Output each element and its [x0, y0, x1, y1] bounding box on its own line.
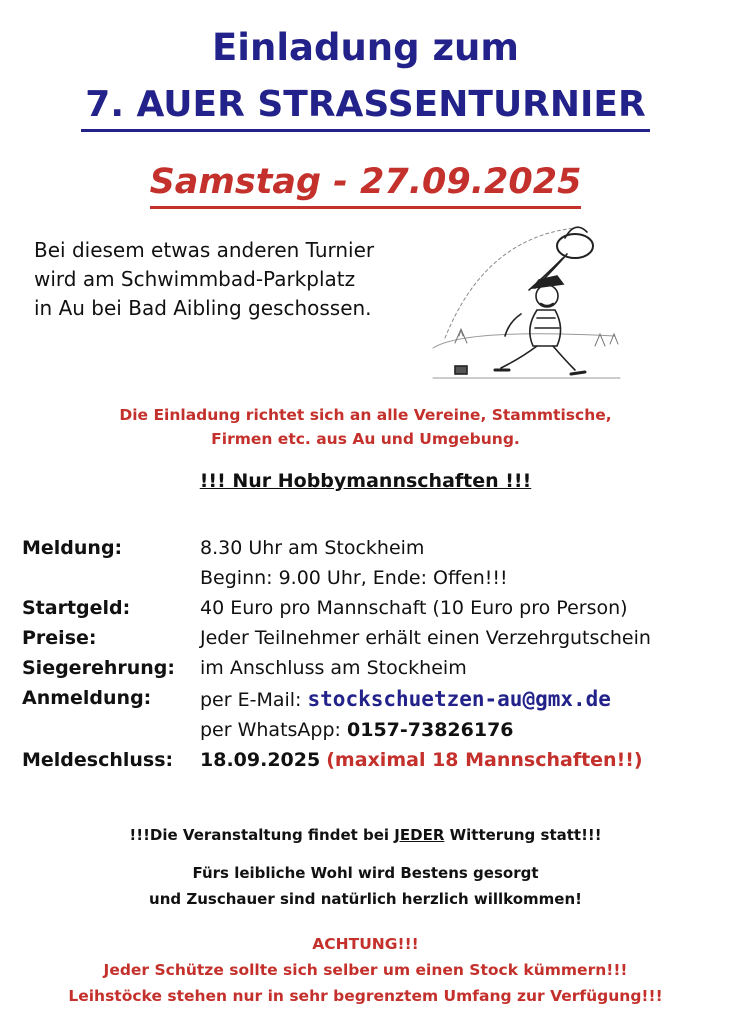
weather-post: Witterung statt!!! — [444, 826, 602, 844]
detail-row-meldung — [22, 537, 722, 567]
notice-line: Die Einladung richtet sich an alle Vereine, Stammtische, — [119, 406, 612, 424]
whatsapp-prefix: per WhatsApp: — [200, 719, 341, 741]
beginn-value: Beginn: 9.00 Uhr, Ende: Offen!!! — [200, 567, 508, 589]
meldeschluss-date: 18.09.2025 — [200, 749, 321, 771]
attention-line: Leihstöcke stehen nur in sehr begrenztem Umfang zur Verfügung!!! — [68, 987, 663, 1005]
whatsapp-number[interactable]: 0157-73826176 — [347, 719, 514, 741]
email-link[interactable]: stockschuetzen-au@gmx.de — [307, 687, 611, 711]
invitation-notice — [0, 403, 731, 451]
meldeschluss-note: (maximal 18 Mannschaften!!) — [326, 749, 643, 771]
anmeldung-value — [200, 687, 611, 711]
startgeld-label: Startgeld: — [22, 597, 131, 619]
attention-notice — [0, 931, 731, 1009]
weather-emphasis: JEDER — [394, 826, 445, 844]
invitation-heading: Einladung zum — [212, 26, 519, 69]
detail-row-anmeldung — [22, 687, 722, 719]
intro-text — [34, 236, 374, 323]
attention-heading: ACHTUNG!!! — [312, 935, 419, 953]
eisstock-player-illustration — [425, 218, 625, 388]
detail-row-siegerehrung — [22, 657, 722, 687]
hobby-teams-text: !!! Nur Hobbymannschaften !!! — [199, 470, 532, 492]
preise-label: Preise: — [22, 627, 97, 649]
detail-row-beginn — [22, 567, 722, 597]
meldeschluss-label: Meldeschluss: — [22, 749, 174, 771]
visitors-line: und Zuschauer sind natürlich herzlich willkommen! — [149, 890, 582, 908]
attention-line: Jeder Schütze sollte sich selber um einen Stock kümmern!!! — [103, 961, 628, 979]
intro-line: wird am Schwimmbad-Parkplatz — [34, 267, 356, 291]
detail-row-preise — [22, 627, 722, 657]
tournament-title — [0, 84, 731, 132]
catering-line: Fürs leibliche Wohl wird Bestens gesorgt — [192, 864, 539, 882]
weather-notice — [0, 826, 731, 844]
hobby-teams-note — [0, 470, 731, 492]
anmeldung-label: Anmeldung: — [22, 687, 152, 709]
event-details — [22, 537, 722, 779]
siegerehrung-label: Siegerehrung: — [22, 657, 175, 679]
detail-row-startgeld — [22, 597, 722, 627]
whatsapp-value — [200, 719, 514, 741]
startgeld-value: 40 Euro pro Mannschaft (10 Euro pro Person) — [200, 597, 628, 619]
meldung-label: Meldung: — [22, 537, 123, 559]
catering-notice — [0, 860, 731, 912]
detail-row-meldeschluss — [22, 749, 722, 779]
weather-pre: !!!Die Veranstaltung findet bei — [129, 826, 395, 844]
email-prefix: per E-Mail: — [200, 689, 302, 711]
siegerehrung-value: im Anschluss am Stockheim — [200, 657, 467, 679]
tournament-title-text: 7. AUER STRASSENTURNIER — [81, 84, 649, 132]
meldung-value: 8.30 Uhr am Stockheim — [200, 537, 425, 559]
intro-line: in Au bei Bad Aibling geschossen. — [34, 296, 372, 320]
preise-value: Jeder Teilnehmer erhält einen Verzehrgutschein — [200, 627, 651, 649]
intro-line: Bei diesem etwas anderen Turnier — [34, 238, 375, 262]
event-date-text: Samstag - 27.09.2025 — [150, 162, 582, 209]
notice-line: Firmen etc. aus Au und Umgebung. — [211, 430, 520, 448]
event-date — [0, 162, 731, 209]
meldeschluss-value — [200, 749, 643, 771]
detail-row-whatsapp — [22, 719, 722, 749]
